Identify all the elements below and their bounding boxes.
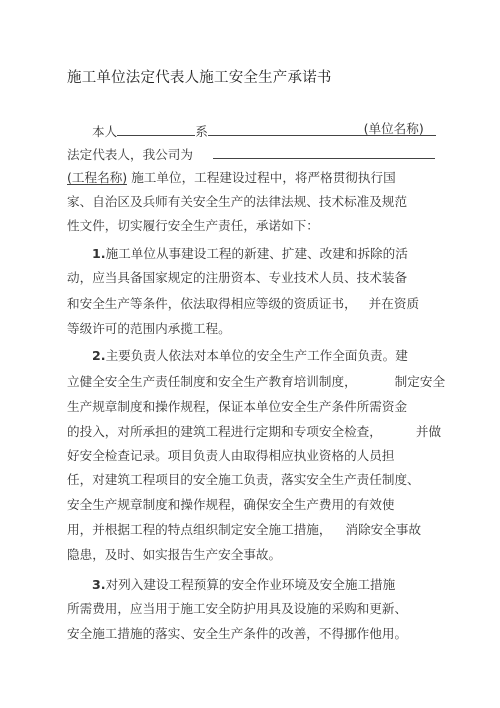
para2-line-5: 好安全检查记录。项目负责人由取得相应执业资格的人员担 [67, 448, 395, 463]
para1-line-3 [67, 296, 419, 312]
para1-line-2: 动，应当具备国家规定的注册资本、专业技术人员、技术装备 [67, 270, 408, 285]
para2-line-8 [67, 522, 421, 538]
intro-text: 系 [195, 124, 208, 139]
intro-line-4: 家、自治区及兵师有关安全生产的法律法规、技术标准及规范 [67, 194, 408, 209]
project-blank[interactable] [213, 145, 435, 159]
para2-line-7: 安全生产规章制度和操作规程，确保安全生产费用的有效使 [67, 497, 395, 512]
para2-text: 并做 [415, 424, 442, 439]
para1-text: 并在资质 [368, 296, 420, 311]
para2-text: 的投入，对所承担的建筑工程进行定期和专项安全检查， [67, 424, 382, 439]
para1-number: 1. [92, 246, 106, 261]
intro-line-1 [92, 122, 436, 140]
intro-text: 本人 [92, 124, 118, 139]
para2-line-6: 任，对建筑工程项目的安全施工负责，落实安全生产责任制度、 [67, 472, 420, 487]
para1-line-1 [92, 246, 408, 262]
para3-line-3: 安全施工措施的落实、安全生产条件的改善，不得挪作他用。 [67, 626, 408, 641]
para2-text: 立健全安全生产责任制度和安全生产教育培训制度， [67, 374, 357, 389]
para2-number: 2. [92, 348, 106, 363]
intro-line-3 [67, 170, 396, 186]
para1-text: 和安全生产等条件，依法取得相应等级的资质证书， [67, 296, 357, 311]
para2-text: 消除安全事故 [345, 522, 422, 537]
name-blank[interactable] [117, 122, 195, 136]
para2-text: 主要负责人依法对本单位的安全生产工作全面负责。建 [105, 348, 408, 363]
intro-line-5: 性文件，切实履行安全生产责任，承诺如下： [67, 218, 319, 233]
para2-text: 制定安全 [394, 374, 446, 389]
para2-text: 用，并根据工程的特点组织制定安全施工措施， [67, 522, 332, 537]
para2-line-1 [92, 348, 408, 364]
project-label: (工程名称) [67, 170, 128, 185]
para3-number: 3. [92, 577, 106, 592]
para2-line-2 [67, 374, 445, 390]
para1-text: 施工单位从事建设工程的新建、扩建、改建和拆除的活 [105, 246, 408, 261]
company-label: (单位名称) [363, 121, 424, 136]
para2-line-3: 生产规章制度和操作规程，保证本单位安全生产条件所需资金 [67, 399, 408, 414]
para2-line-9: 隐患，及时、如实报告生产安全事故。 [67, 547, 282, 562]
para3-line-2: 所需费用，应当用于施工安全防护用具及设施的采购和更新、 [67, 601, 408, 616]
para2-line-4 [67, 424, 441, 440]
para3-line-1 [92, 577, 395, 593]
intro-text: 法定代表人，我公司为 [67, 147, 193, 162]
para1-line-4: 等级许可的范围内承揽工程。 [67, 321, 231, 336]
para3-text: 对列入建设工程预算的安全作业环境及安全施工措施 [105, 577, 396, 592]
document-title: 施工单位法定代表人施工安全生产承诺书 [67, 70, 332, 86]
intro-text: 施工单位，工程建设过程中，将严格贯彻执行国 [131, 170, 396, 185]
company-blank[interactable] [208, 122, 436, 136]
intro-line-2 [67, 145, 435, 163]
